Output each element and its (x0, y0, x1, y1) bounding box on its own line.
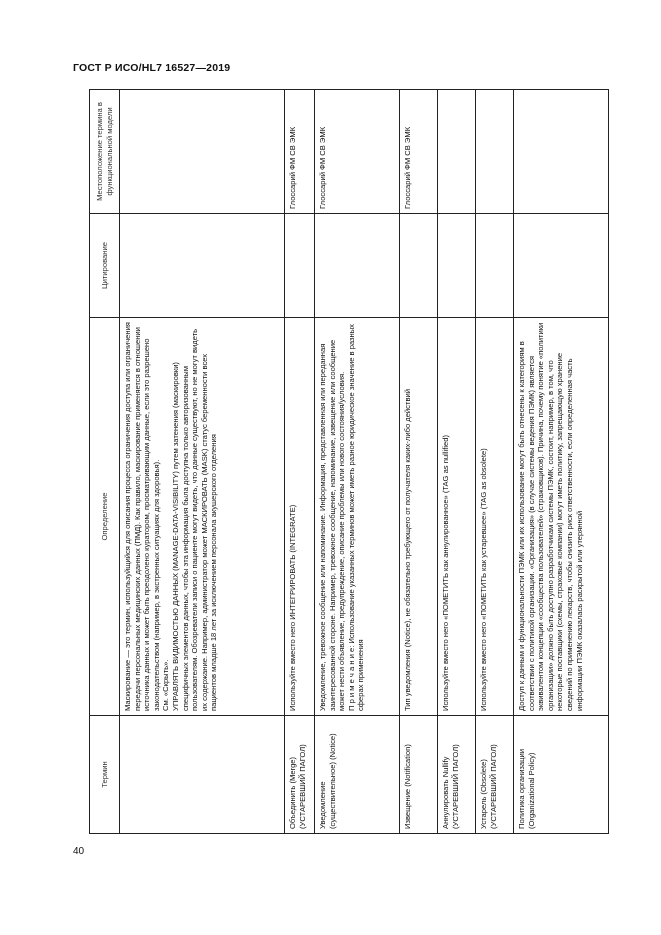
column-header-definition: Определение (90, 318, 120, 716)
location-cell: Глоссарий ФМ СВ ЭМК (315, 90, 400, 214)
citation-cell (438, 214, 476, 318)
location-cell (476, 90, 514, 214)
table-header-row (90, 90, 120, 834)
rotated-table-wrapper (89, 90, 584, 834)
definition-paragraph: См. «Скрыть». (161, 659, 171, 711)
citation-cell (514, 214, 609, 318)
location-cell: Глоссарий ФМ СВ ЭМК (400, 90, 438, 214)
definition-paragraph: Уведомление, тревожное сообщение или напоминание. Информация, представленная или переданная заинтересованной стороне. Например, тревожное сообщение, напоминание, извещение или сообщение может нести объявление, предупреждение, описание проблемы или нового состояния/условия. (318, 339, 347, 711)
definition-paragraph: Маскирование — это термин, используйщийся для описания процесса ограничения доступа или ограничения передачи персональных медицинских данных (ПМД). Как правило, маскирование применяется в отношении источника данных и может быть преодолено куратором, просматривающим данные, если это разрешено законодательством (например, в экстренных ситуациях для здоровья). (123, 322, 161, 711)
citation-cell (315, 214, 400, 318)
term-cell: Объединить (Merge) (УСТАРЕВШИЙ ПАГОЛ) (285, 716, 315, 834)
table-row (476, 90, 514, 834)
table-row (120, 90, 285, 834)
citation-cell (120, 214, 285, 318)
definition-cell: Используйте вместо него ИНТЕГРИРОВАТЬ (INTEGRATE) (285, 318, 315, 716)
term-cell (120, 716, 285, 834)
definition-note: П р и м е ч а н и е: Использование указанных терминов может иметь разное юридическое значение в разных сферах применения (346, 324, 366, 711)
column-header-term: Термин (90, 716, 120, 834)
citation-cell (285, 214, 315, 318)
definition-cell: Используйте вместо него «ПОМЕТИТЬ как аннулированное» (TAG as nullified) (438, 318, 476, 716)
location-cell (120, 90, 285, 214)
table-row (400, 90, 438, 834)
definition-cell (120, 318, 285, 716)
definition-cell: Доступ к данным и функциональности ПЭМК или их использование могут быть отнесены к категориям в соответствии с политикой организации. «Организация» (в случае системы ведения ПЭМК) является эквивалентом концепции «сообщества пользователей» (стражовщиков). Причина, почему понятие «политики организации» должно быть доступно разработчикам системы ПЭМК, состоит, например, в том, что некоторые поставщики (схемы, страховые компании) могут иметь политику, запрещающую хранение сведений по применению лекарств, чтобы снизить риск ответственности, если определенная часть информации ПЭМК оказалась раскрытой или утерянной (514, 318, 609, 716)
definition-cell (315, 318, 400, 716)
page-number: 40 (73, 846, 85, 857)
table-row (514, 90, 609, 834)
definition-paragraph: УПРАВЛЯТЬ ВИДИМОСТЬЮ ДАННЫХ (MANAGE-DATA-VISIBILITY) путем затенения (маскировки) специфичных элементов данных, чтобы эта информация была доступна только авторизованным пользователям. Обозреватели записи о пациенте могут видеть, что данные существуют, но не могут видеть их содержание. Например, администратор может МАСКИРОВАТЬ (MASK) статус беременности всех пациентов младше 18 лет за исключением персонала акушерского отделения (170, 328, 219, 711)
term-cell: Политика организации (Organizational Policy) (514, 716, 609, 834)
document-header: ГОСТ Р ИСО/HL7 16527—2019 (73, 62, 231, 74)
terms-table (89, 89, 609, 834)
term-cell: Устарель (Obsolete) (УСТАРЕВШИЙ ПАГОЛ) (476, 716, 514, 834)
location-cell (514, 90, 609, 214)
term-cell: Аннулировать Nullify (УСТАРЕВШИЙ ПАГОЛ) (438, 716, 476, 834)
column-header-citation: Цитирование (90, 214, 120, 318)
location-cell: Глоссарий ФМ СВ ЭМК (285, 90, 315, 214)
citation-cell (400, 214, 438, 318)
definition-cell: Используйте вместо него «ПОМЕТИТЬ как устаревшее» (TAG as obsolete) (476, 318, 514, 716)
term-cell: Извещение (Notification) (400, 716, 438, 834)
table-row (285, 90, 315, 834)
term-cell: Уведомление (существительное) (Notice) (315, 716, 400, 834)
column-header-location: Местоположение термина в функциональной модели (90, 90, 120, 214)
definition-cell: Тип уведомления (Notice), не обязательно требующего от получателя каких-либо действий (400, 318, 438, 716)
location-cell (438, 90, 476, 214)
citation-cell (476, 214, 514, 318)
table-row (315, 90, 400, 834)
table-row (438, 90, 476, 834)
